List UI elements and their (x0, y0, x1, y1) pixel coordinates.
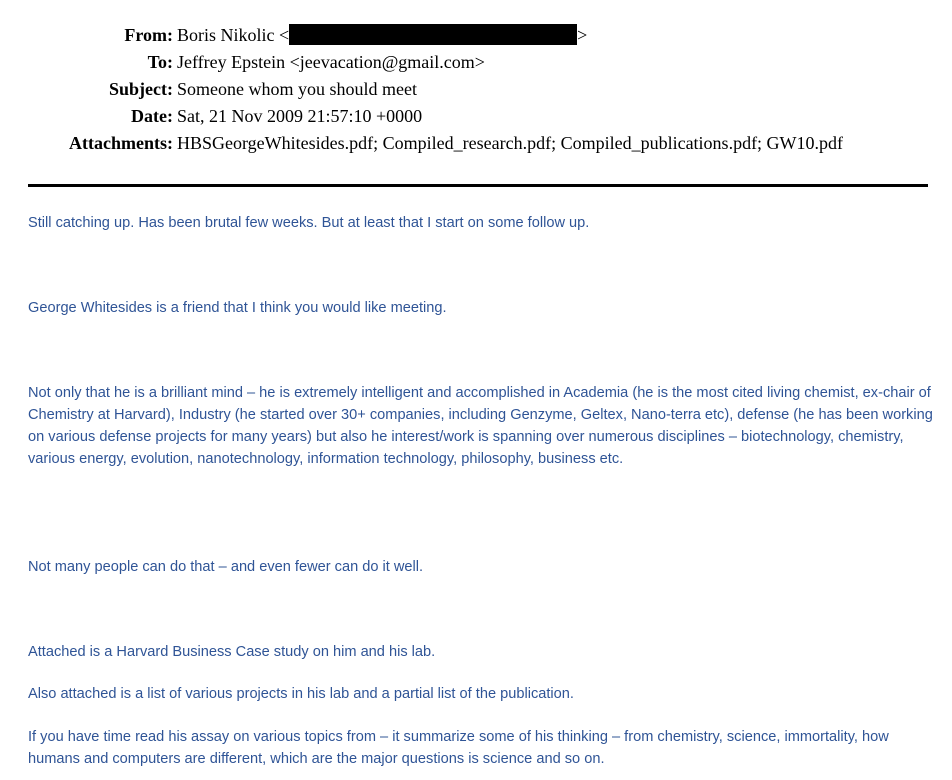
header-divider (28, 184, 928, 187)
paragraph-6: Also attached is a list of various projects in his lab and a partial list of the publication. (28, 686, 574, 702)
from-label: From: (124, 25, 173, 45)
date-label: Date: (131, 106, 173, 126)
from-name: Boris Nikolic < (177, 25, 290, 45)
to-label: To: (147, 52, 173, 72)
subject-value: Someone whom you should meet (177, 79, 417, 99)
date-value: Sat, 21 Nov 2009 21:57:10 +0000 (177, 106, 423, 126)
from-close: > (577, 25, 588, 45)
paragraph-2: George Whitesides is a friend that I think you would like meeting. (28, 300, 447, 316)
subject-label: Subject: (109, 79, 173, 99)
date-row (0, 103, 952, 130)
email-header (0, 22, 952, 157)
from-value (177, 22, 587, 49)
redaction-box (289, 24, 577, 45)
from-row (0, 22, 952, 49)
paragraph-5: Attached is a Harvard Business Case study on him and his lab. (28, 644, 436, 660)
attachments-row (0, 130, 952, 157)
paragraph-7: If you have time read his assay on various topics from – it summarize some of his thinking – from chemistry, science, immortality, how humans and computers are different, which are the major questions is science and so on. (28, 729, 889, 767)
paragraph-4: Not many people can do that – and even fewer can do it well. (28, 559, 424, 575)
to-value: Jeffrey Epstein <jeevacation@gmail.com> (177, 52, 485, 72)
to-row (0, 49, 952, 76)
attachments-value: HBSGeorgeWhitesides.pdf; Compiled_research.pdf; Compiled_publications.pdf; GW10.pdf (177, 133, 844, 153)
paragraph-3: Not only that he is a brilliant mind – he is extremely intelligent and accomplished in Academia (he is the most cited living chemist, ex-chair of Chemistry at Harvard), Industry (he started over 30+ companies, including Genzyme, Geltex, Nano-terra etc), defense (he has been working on various defense projects for many years) but also he interest/work is spanning over numerous disciplines – biotechnology, chemistry, various energy, evolution, nanotechnology, information technology, philosophy, business etc. (28, 385, 933, 467)
paragraph-1: Still catching up. Has been brutal few weeks. But at least that I start on some follow up. (28, 215, 590, 231)
subject-row (0, 76, 952, 103)
attachments-label: Attachments: (69, 133, 173, 153)
